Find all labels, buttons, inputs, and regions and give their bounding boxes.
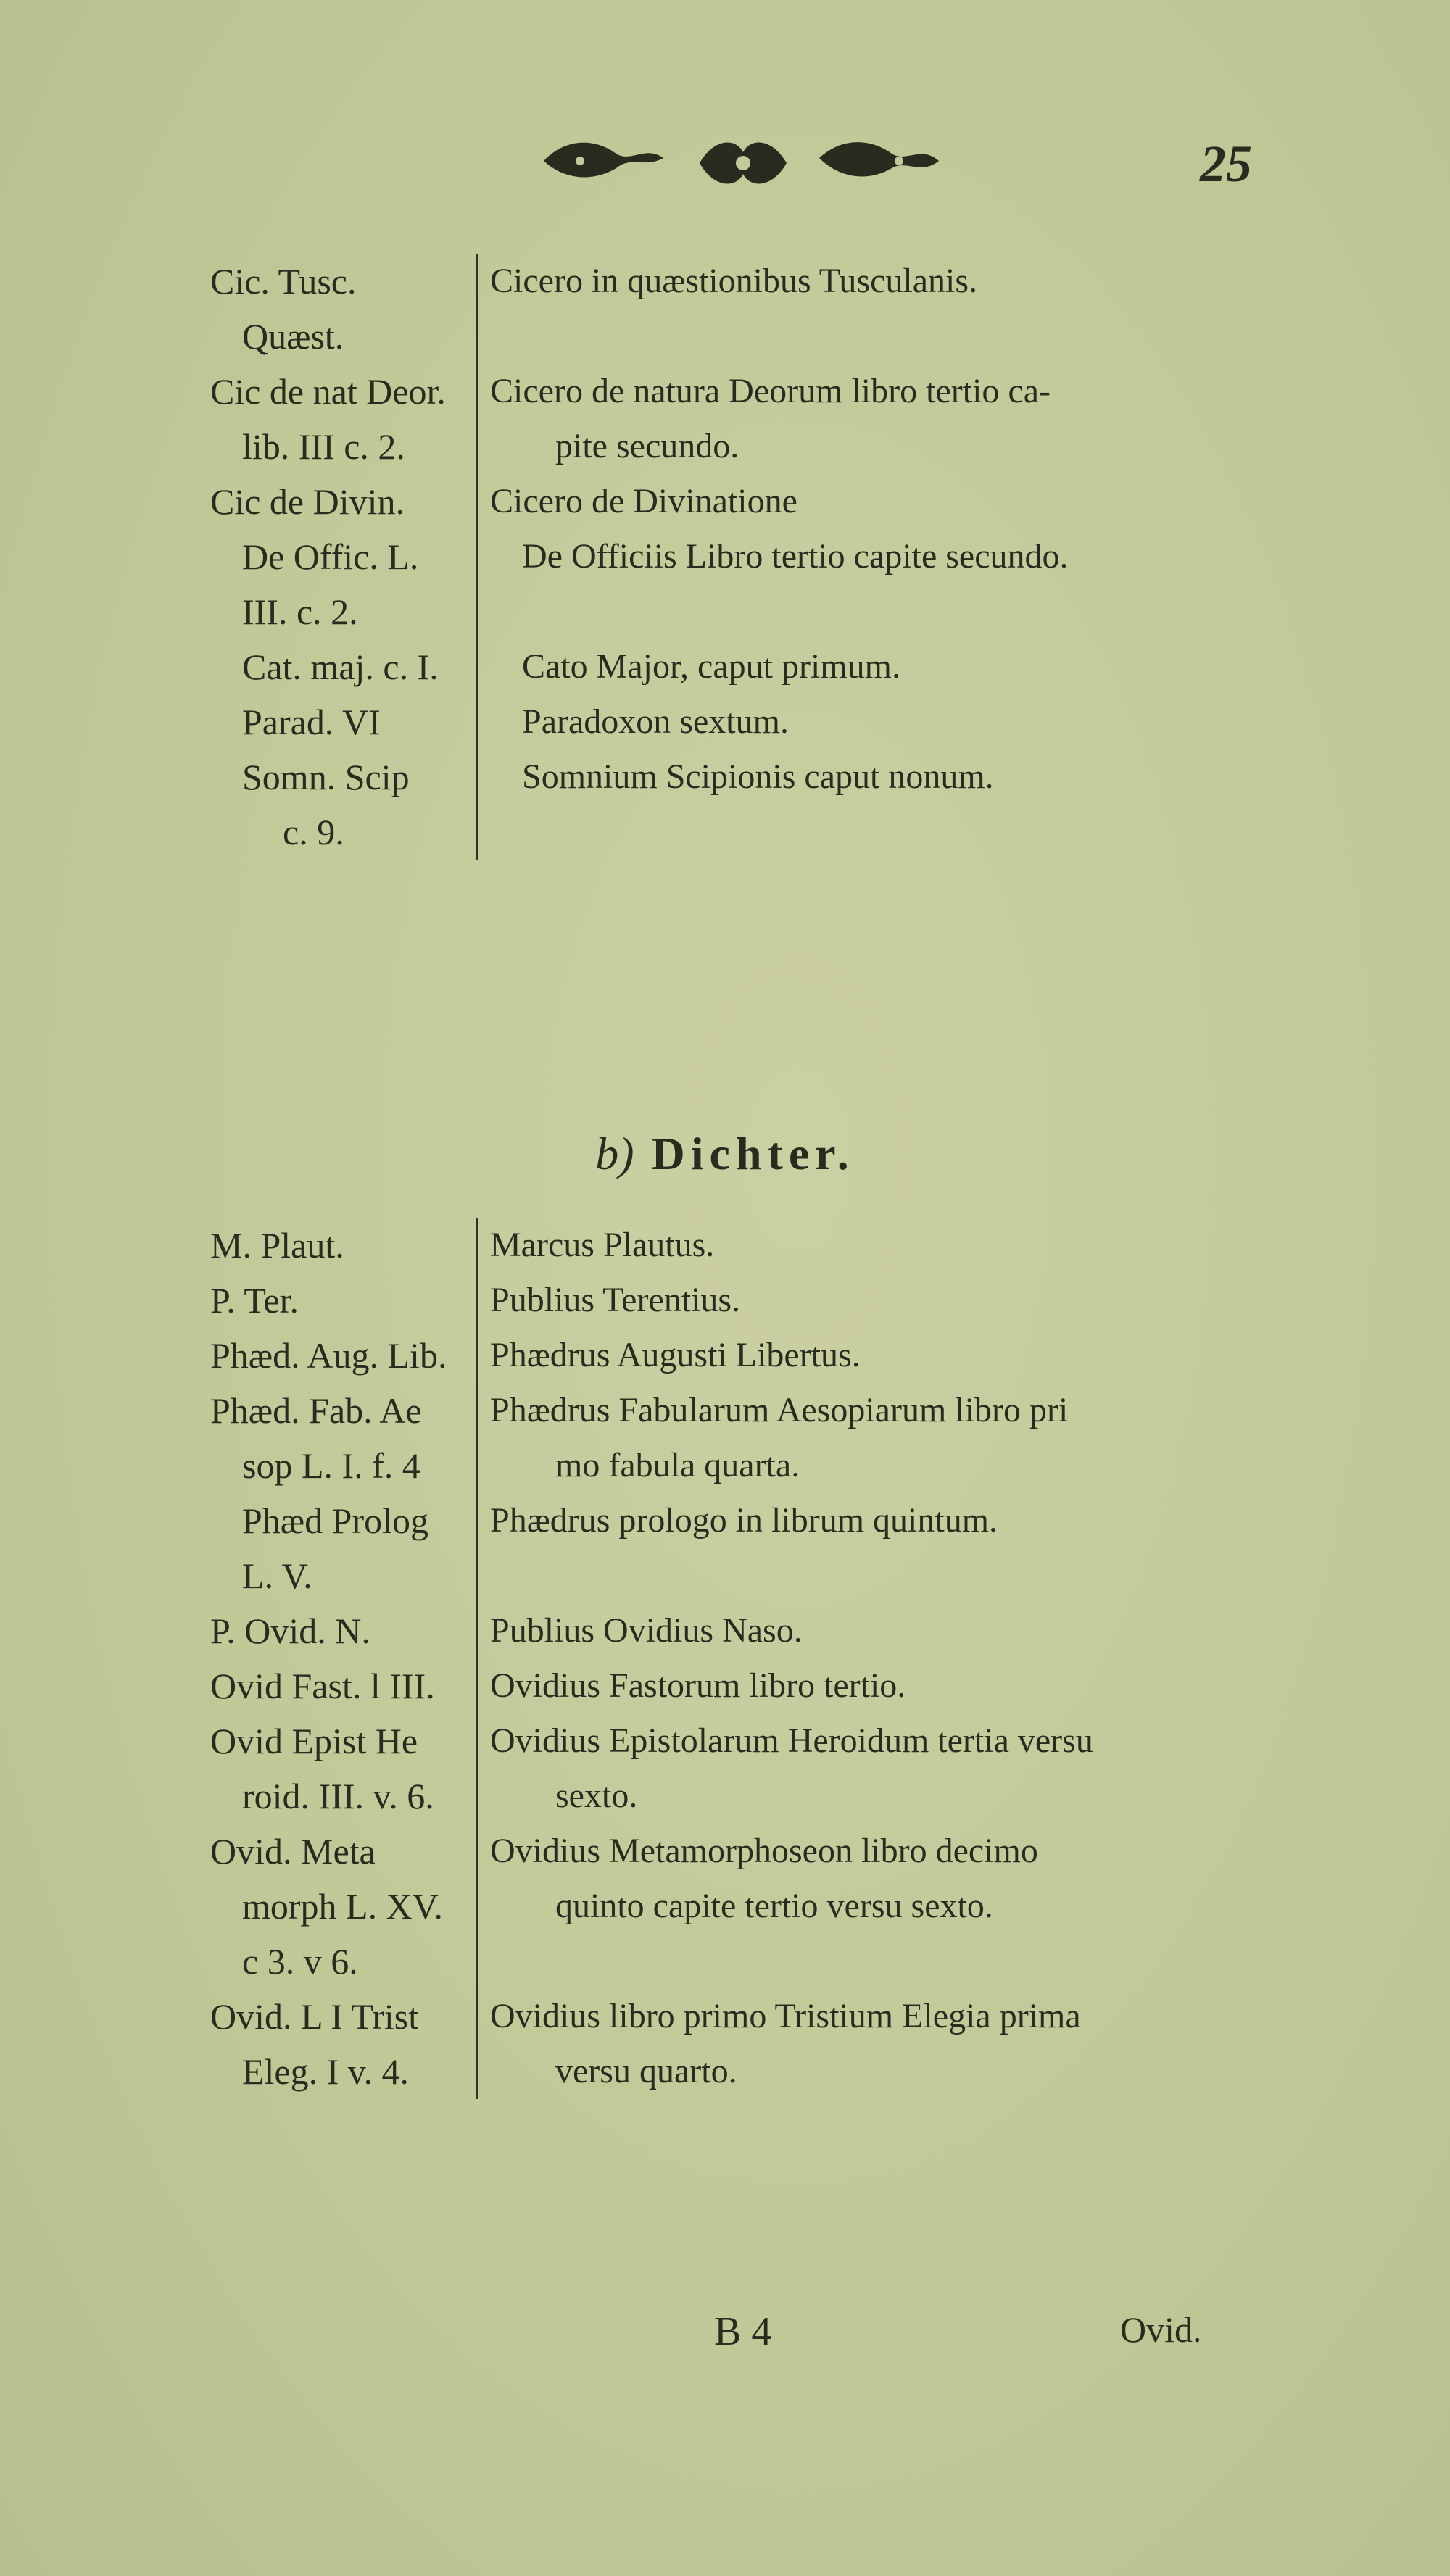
expansion-cell: Cicero de natura Deorum libro tertio ca- pite secundo.: [490, 372, 1051, 465]
abbreviation-cell: P. Ovid. N.: [210, 1603, 478, 1658]
abbreviation-cell: De Offic. L. III. c. 2.: [210, 529, 478, 639]
abbreviation-cell: Cic de nat Deor. lib. III c. 2.: [210, 364, 478, 474]
table-row: [210, 1383, 1283, 1493]
catchword: Ovid.: [1120, 2309, 1202, 2350]
expansion-cell: Phædrus Fabularum Aesopiarum libro pri mo fabula quarta.: [490, 1391, 1069, 1484]
expansion-cell: Publius Terentius.: [490, 1281, 741, 1319]
abbreviation-cell: Ovid Fast. l III.: [210, 1658, 478, 1713]
abbreviation-table-prose: [210, 254, 1283, 860]
expansion-cell: Marcus Plautus.: [490, 1226, 715, 1264]
abbreviation-cell: P. Ter.: [210, 1273, 478, 1328]
expansion-cell: Paradoxon sextum.: [522, 702, 789, 741]
abbreviation-cell: Parad. VI: [210, 694, 478, 749]
expansion-cell: Cato Major, caput primum.: [522, 647, 900, 686]
expansion-cell: Publius Ovidius Naso.: [490, 1611, 803, 1650]
expansion-cell: Ovidius Metamorphoseon libro decimo quinto capite tertio versu sexto.: [490, 1832, 1038, 1925]
page-number: 25: [1200, 135, 1252, 193]
table-row: [210, 694, 1283, 749]
expansion-cell: Phædrus Augusti Libertus.: [490, 1336, 861, 1374]
abbreviation-cell: Cic de Divin.: [210, 474, 478, 529]
table-row: [210, 529, 1283, 639]
abbreviation-cell: Phæd Prolog L. V.: [210, 1493, 478, 1603]
table-row: [210, 1493, 1283, 1603]
expansion-cell: Cicero de Divinatione: [490, 482, 798, 520]
abbreviation-cell: Ovid. L I Trist Eleg. I v. 4.: [210, 1989, 478, 2099]
expansion-cell: Cicero in quæstionibus Tusculanis.: [490, 262, 978, 300]
abbreviation-cell: Cic. Tusc. Quæst.: [210, 254, 478, 364]
abbreviation-cell: Ovid. Meta morph L. XV. c 3. v 6.: [210, 1824, 478, 1989]
table-row: [210, 1328, 1283, 1383]
abbreviation-table-poets: [210, 1218, 1283, 2099]
table-row: [210, 1603, 1283, 1658]
abbreviation-cell: Phæd. Aug. Lib.: [210, 1328, 478, 1383]
abbreviation-cell: Phæd. Fab. Ae sop L. I. f. 4: [210, 1383, 478, 1493]
table-row: [210, 1713, 1283, 1824]
abbreviation-cell: M. Plaut.: [210, 1218, 478, 1273]
table-row: [210, 254, 1283, 364]
abbreviation-cell: Ovid Epist He roid. III. v. 6.: [210, 1713, 478, 1824]
expansion-cell: Ovidius Epistolarum Heroidum tertia versu sexto.: [490, 1721, 1093, 1815]
table-row: [210, 1824, 1283, 1989]
expansion-cell: Ovidius libro primo Tristium Elegia prima versu quarto.: [490, 1997, 1081, 2090]
signature-mark: B 4: [714, 2309, 772, 2354]
table-row: [210, 364, 1283, 474]
expansion-cell: Somnium Scipionis caput nonum.: [522, 757, 994, 796]
header-ornament: [536, 123, 942, 203]
table-row: [210, 1218, 1283, 1273]
expansion-cell: Phædrus prologo in librum quintum.: [490, 1501, 998, 1540]
table-row: [210, 749, 1283, 860]
section-heading: b) Dichter.: [595, 1128, 855, 1179]
table-row: [210, 1989, 1283, 2099]
table-row: [210, 1273, 1283, 1328]
table-row: [210, 474, 1283, 529]
abbreviation-cell: Cat. maj. c. I.: [210, 639, 478, 694]
table-row: [210, 1658, 1283, 1713]
table-row: [210, 639, 1283, 694]
abbreviation-cell: Somn. Scip c. 9.: [210, 749, 478, 860]
expansion-cell: Ovidius Fastorum libro tertio.: [490, 1666, 906, 1705]
expansion-cell: De Officiis Libro tertio capite secundo.: [522, 537, 1069, 576]
